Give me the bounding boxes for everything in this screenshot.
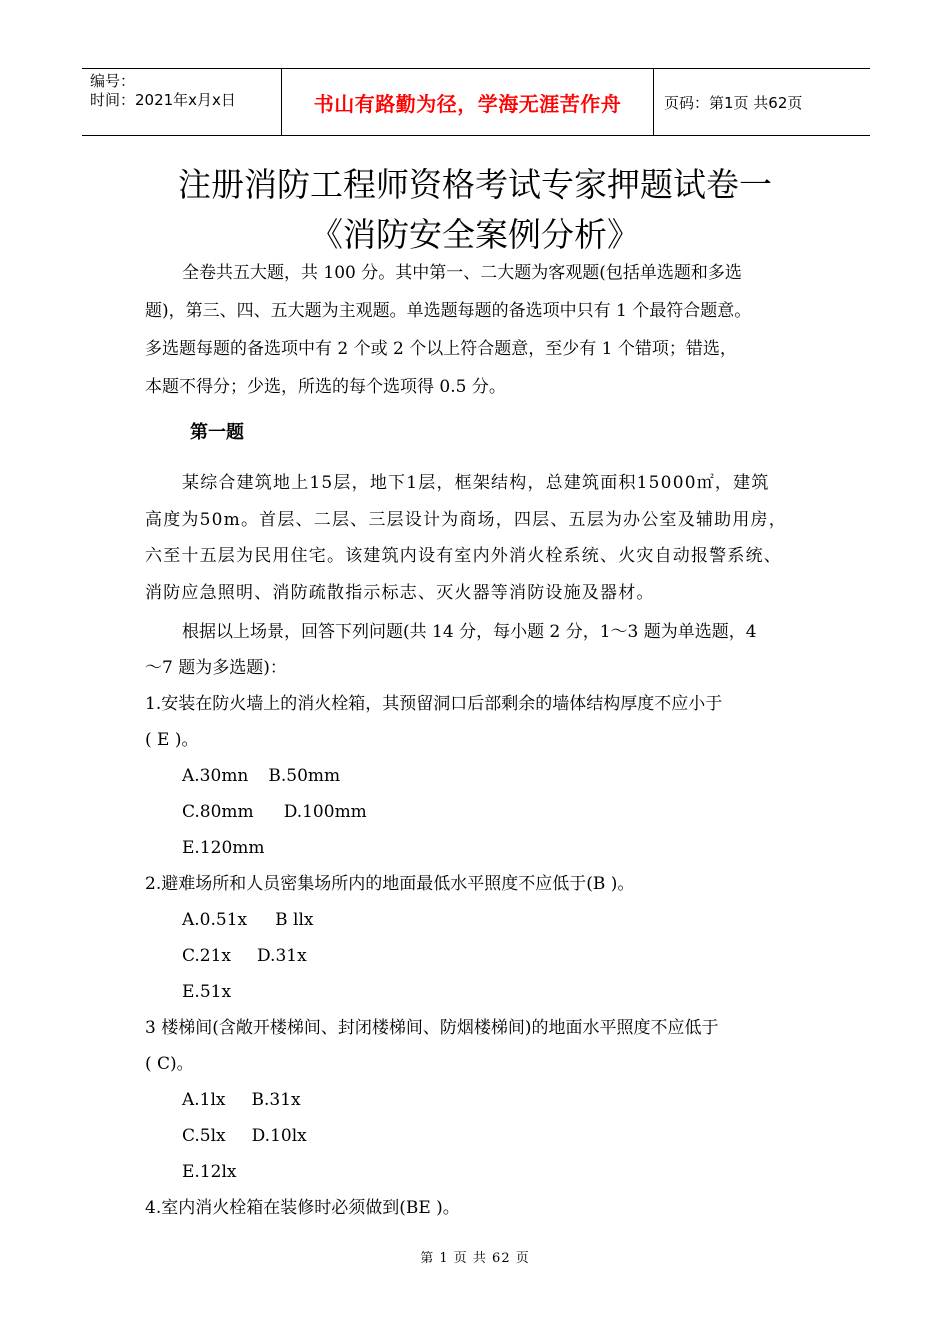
intro-line: 全卷共五大题，共 100 分。其中第一、二大题为客观题(包括单选题和多选	[182, 263, 742, 283]
scenario-line: 消防应急照明、消防疏散指示标志、灭火器等消防设施及器材。	[145, 582, 655, 603]
document-number-label: 编号：	[90, 72, 136, 90]
question-stem: 3 楼梯间(含敞开楼梯间、封闭楼梯间、防烟楼梯间)的地面水平照度不应低于	[145, 1018, 719, 1038]
option-a: A.1lx	[182, 1090, 226, 1110]
intro-line: 本题不得分；少选，所选的每个选项得 0.5 分。	[145, 377, 506, 397]
question-stem: ( C)。	[145, 1054, 194, 1074]
header-motto: 书山有路勤为径，学海无涯苦作舟	[282, 69, 654, 135]
question-stem: 1.安装在防火墙上的消火栓箱，其预留洞口后部剩余的墙体结构厚度不应小于	[145, 694, 723, 714]
intro-line: 多选题每题的备选项中有 2 个或 2 个以上符合题意，至少有 1 个错项；错选，	[145, 339, 737, 359]
question-options	[145, 794, 825, 830]
question-options	[145, 902, 825, 938]
page-header	[82, 68, 870, 136]
header-meta	[82, 69, 282, 135]
option-e: E.51x	[182, 982, 232, 1002]
question-options	[145, 1082, 825, 1118]
option-b: B llx	[275, 910, 314, 930]
question-options	[145, 830, 825, 866]
option-e: E.12lx	[182, 1162, 237, 1182]
question-options	[145, 1154, 825, 1190]
document-subtitle: 《消防安全案例分析》	[310, 215, 640, 254]
option-b: B.31x	[251, 1090, 301, 1110]
scenario-text	[145, 465, 825, 611]
option-d: D.100mm	[283, 802, 367, 822]
option-c: C.5lx	[182, 1126, 226, 1146]
scenario-line: 高度为50m。首层、二层、三层设计为商场，四层、五层为办公室及辅助用房，	[145, 509, 787, 530]
scenario-line: 某综合建筑地上15层，地下1层，框架结构，总建筑面积15000㎡，建筑	[182, 473, 770, 493]
instructions-line: 根据以上场景，回答下列问题(共 14 分，每小题 2 分，1～3 题为单选题，4	[182, 622, 757, 642]
question-options	[145, 1118, 825, 1154]
document-date: 时间：2021年x月x日	[90, 91, 236, 109]
exam-introduction	[145, 254, 825, 406]
question-options	[145, 758, 825, 794]
document-title: 注册消防工程师资格考试专家押题试卷一	[178, 165, 772, 204]
option-e: E.120mm	[182, 838, 265, 858]
option-d: D.10lx	[251, 1126, 307, 1146]
option-a: A.30mn	[182, 766, 249, 786]
question-options	[145, 938, 825, 974]
question-list	[145, 614, 825, 1226]
section-title: 第一题	[190, 422, 244, 443]
intro-line: 题)，第三、四、五大题为主观题。单选题每题的备选项中只有 1 个最符合题意。	[145, 301, 752, 321]
question-stem: 4.室内消火栓箱在装修时必须做到(BE )。	[145, 1198, 460, 1218]
header-page-info: 页码：第1页 共62页	[664, 93, 803, 112]
question-stem: 2.避难场所和人员密集场所内的地面最低水平照度不应低于(B )。	[145, 874, 635, 894]
option-b: B.50mm	[268, 766, 341, 786]
scenario-line: 六至十五层为民用住宅。该建筑内设有室内外消火栓系统、火灾自动报警系统、	[145, 546, 782, 566]
option-c: C.21x	[182, 946, 232, 966]
question-stem: ( E )。	[145, 730, 199, 750]
question-options	[145, 974, 825, 1010]
option-a: A.0.51x	[182, 910, 248, 930]
option-c: C.80mm	[182, 802, 254, 822]
page-footer: 第 1 页 共 62 页	[420, 1251, 530, 1266]
option-d: D.31x	[257, 946, 307, 966]
instructions-line: ～7 题为多选题)：	[145, 658, 287, 678]
